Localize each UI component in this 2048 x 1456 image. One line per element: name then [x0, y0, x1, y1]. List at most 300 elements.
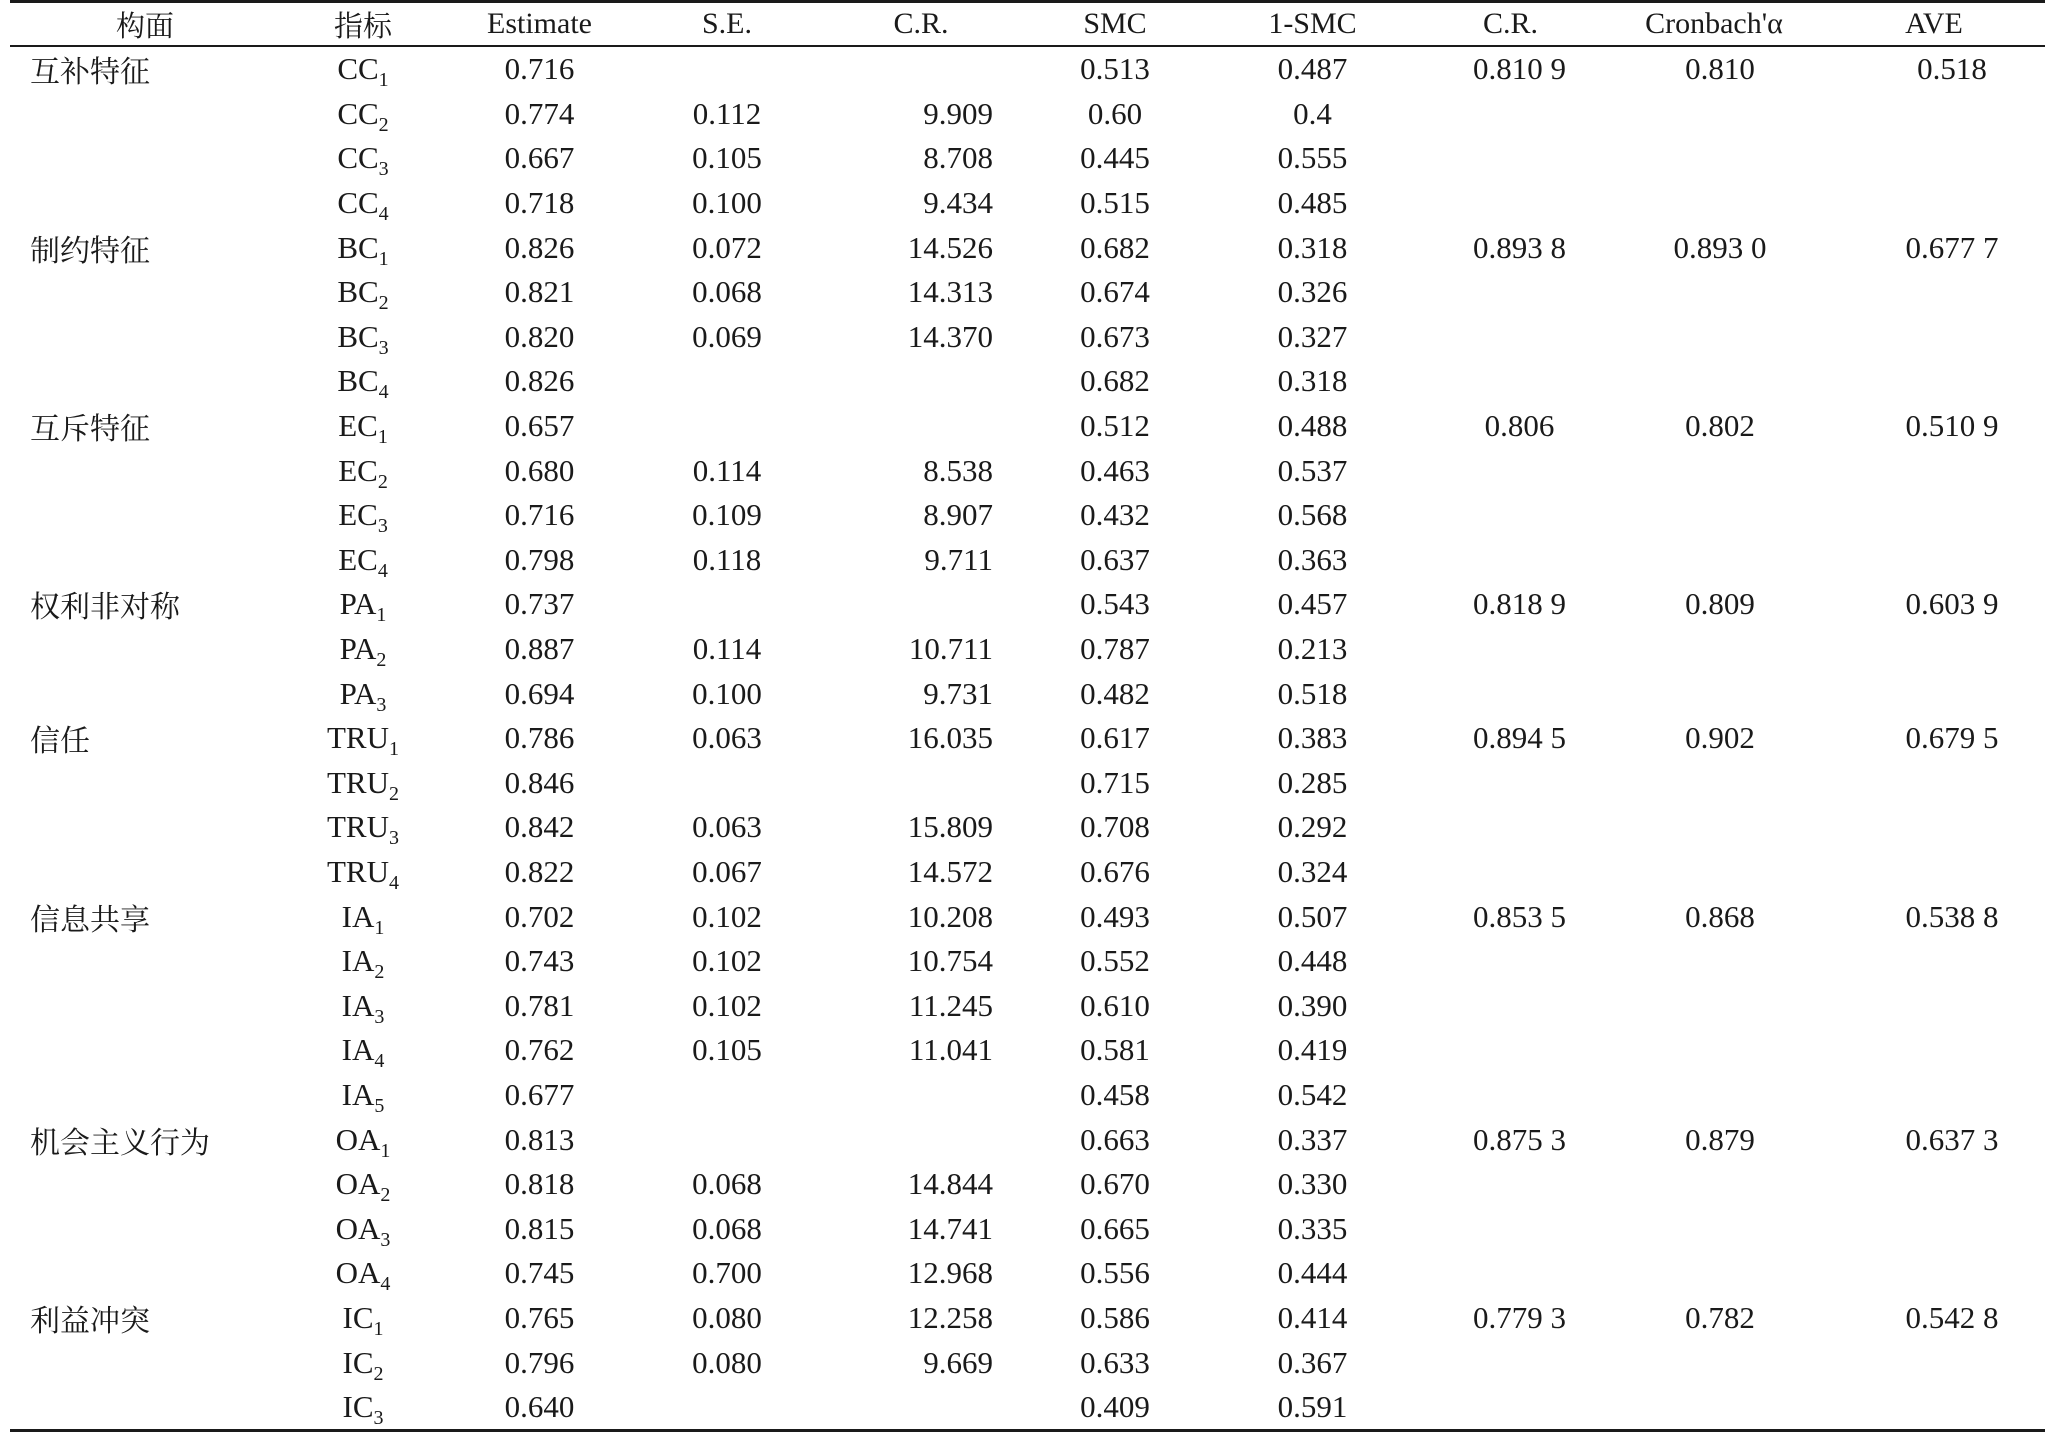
ave-cell: 0.677 7	[1905, 229, 1999, 265]
indicator-subscript: 4	[389, 871, 399, 894]
smc-cell: 0.787	[1080, 631, 1150, 667]
facet-cell	[10, 359, 280, 404]
table-row	[10, 1162, 2045, 1207]
indicator-cell	[280, 761, 446, 806]
se-cell: 0.063	[692, 809, 762, 845]
composite-reliability-cell	[1416, 1385, 1605, 1431]
estimate-cell: 0.716	[504, 51, 575, 87]
cr-cell	[821, 404, 1021, 449]
indicator-cell	[280, 1162, 446, 1207]
estimate-cell: 0.887	[504, 631, 575, 667]
composite-reliability-cell: 0.779 3	[1473, 1299, 1566, 1335]
indicator-subscript: 2	[374, 961, 385, 984]
cronbach-alpha-cell	[1605, 538, 1823, 583]
smc-cell: 0.515	[1080, 185, 1150, 221]
cfa-results-table	[10, 0, 2045, 1432]
facet-cell	[10, 627, 280, 672]
ave-cell	[1823, 92, 2045, 137]
smc-cell: 0.482	[1080, 675, 1150, 711]
estimate-cell: 0.657	[504, 408, 575, 444]
se-cell	[633, 761, 821, 806]
indicator-code: OA	[335, 1210, 381, 1246]
cronbach-alpha-cell	[1605, 359, 1823, 404]
one-minus-smc-cell: 0.457	[1277, 586, 1348, 622]
se-cell	[633, 1385, 821, 1431]
smc-cell: 0.670	[1080, 1166, 1150, 1202]
smc-cell: 0.617	[1080, 720, 1150, 756]
smc-cell: 0.665	[1080, 1210, 1150, 1246]
indicator-subscript: 2	[389, 782, 399, 805]
estimate-cell: 0.842	[504, 809, 575, 845]
ave-cell	[1823, 493, 2045, 538]
smc-cell: 0.663	[1080, 1121, 1150, 1157]
facet-cell: 利益冲突	[30, 1303, 150, 1339]
smc-cell: 0.556	[1080, 1255, 1150, 1291]
smc-cell: 0.715	[1080, 764, 1150, 800]
indicator-code: PA	[339, 631, 377, 667]
facet-cell	[10, 181, 280, 226]
estimate-cell: 0.781	[504, 987, 575, 1023]
estimate-cell: 0.762	[504, 1032, 575, 1068]
estimate-cell: 0.640	[504, 1389, 575, 1425]
cr-cell	[821, 1385, 1021, 1431]
header-estimate: Estimate	[487, 7, 592, 40]
cronbach-alpha-cell	[1605, 181, 1823, 226]
cronbach-alpha-cell	[1605, 1162, 1823, 1207]
ave-cell	[1823, 939, 2045, 984]
indicator-subscript: 3	[374, 1005, 385, 1028]
table-container	[10, 0, 2045, 1432]
one-minus-smc-cell: 0.488	[1277, 408, 1348, 444]
indicator-cell	[280, 404, 446, 449]
estimate-cell: 0.813	[504, 1121, 575, 1157]
one-minus-smc-cell: 0.367	[1277, 1344, 1348, 1380]
smc-cell: 0.633	[1080, 1344, 1150, 1380]
table-body	[10, 46, 2045, 1431]
ave-cell	[1823, 181, 2045, 226]
one-minus-smc-cell: 0.335	[1277, 1210, 1348, 1246]
table-row	[10, 493, 2045, 538]
cronbach-alpha-cell	[1605, 315, 1823, 360]
composite-reliability-cell	[1416, 939, 1605, 984]
cr-cell: 14.526	[907, 229, 993, 265]
facet-cell	[10, 983, 280, 1028]
indicator-subscript: 4	[374, 1050, 385, 1073]
cr-cell: 14.370	[907, 318, 993, 354]
indicator-subscript: 3	[389, 827, 399, 850]
estimate-cell: 0.694	[504, 675, 575, 711]
ave-cell	[1823, 1162, 2045, 1207]
indicator-cell	[280, 850, 446, 895]
facet-cell	[10, 448, 280, 493]
se-cell: 0.100	[692, 675, 762, 711]
table-row	[10, 850, 2045, 895]
header-ave: AVE	[1905, 7, 1963, 40]
one-minus-smc-cell: 0.292	[1277, 809, 1348, 845]
facet-cell	[10, 92, 280, 137]
ave-cell	[1823, 538, 2045, 583]
table-row	[10, 939, 2045, 984]
cr-cell: 8.708	[923, 140, 993, 176]
cr-cell: 8.907	[923, 497, 993, 533]
indicator-subscript: 2	[378, 113, 389, 136]
facet-cell: 制约特征	[30, 233, 150, 269]
indicator-subscript: 1	[376, 604, 387, 627]
composite-reliability-cell	[1416, 850, 1605, 895]
table-row	[10, 894, 2045, 939]
table-row	[10, 1251, 2045, 1296]
one-minus-smc-cell: 0.485	[1277, 185, 1348, 221]
indicator-subscript: 1	[374, 916, 385, 939]
cr-cell: 12.258	[907, 1299, 993, 1335]
composite-reliability-cell	[1416, 538, 1605, 583]
indicator-subscript: 1	[378, 69, 389, 92]
cr-cell: 10.711	[908, 631, 993, 667]
indicator-subscript: 2	[376, 649, 387, 672]
smc-cell: 0.512	[1080, 408, 1150, 444]
one-minus-smc-cell: 0.383	[1277, 720, 1348, 756]
estimate-cell: 0.667	[504, 140, 575, 176]
indicator-cell	[280, 671, 446, 716]
table-row	[10, 359, 2045, 404]
smc-cell: 0.682	[1080, 363, 1150, 399]
indicator-cell	[280, 894, 446, 939]
table-row	[10, 671, 2045, 716]
composite-reliability-cell	[1416, 761, 1605, 806]
indicator-cell	[280, 1117, 446, 1162]
cr-cell: 14.313	[907, 274, 993, 310]
indicator-subscript: 3	[378, 158, 389, 181]
one-minus-smc-cell: 0.363	[1277, 541, 1348, 577]
smc-cell: 0.586	[1080, 1299, 1150, 1335]
table-row	[10, 1206, 2045, 1251]
table-row	[10, 582, 2045, 627]
header-cr: C.R.	[893, 7, 949, 40]
cronbach-alpha-cell	[1605, 671, 1823, 716]
table-row	[10, 716, 2045, 761]
smc-cell: 0.552	[1080, 943, 1150, 979]
indicator-subscript: 1	[373, 1317, 384, 1340]
indicator-subscript: 1	[389, 738, 399, 761]
cr-cell: 9.731	[923, 675, 993, 711]
cronbach-alpha-cell	[1605, 1385, 1823, 1431]
table-header	[10, 2, 2045, 47]
composite-reliability-cell	[1416, 805, 1605, 850]
ave-cell	[1823, 270, 2045, 315]
ave-cell	[1823, 359, 2045, 404]
composite-reliability-cell	[1416, 983, 1605, 1028]
estimate-cell: 0.716	[504, 497, 575, 533]
indicator-subscript: 2	[380, 1184, 391, 1207]
ave-cell	[1823, 850, 2045, 895]
estimate-cell: 0.846	[504, 764, 575, 800]
cr-cell: 9.909	[923, 95, 993, 131]
one-minus-smc-cell: 0.555	[1277, 140, 1348, 176]
se-cell: 0.118	[692, 541, 762, 577]
ave-cell	[1823, 136, 2045, 181]
cr-cell	[821, 46, 1021, 92]
indicator-code: CC	[337, 140, 379, 176]
indicator-subscript: 4	[377, 559, 388, 582]
cr-cell: 11.041	[908, 1032, 993, 1068]
se-cell: 0.102	[692, 898, 762, 934]
se-cell: 0.063	[692, 720, 762, 756]
ave-cell	[1823, 671, 2045, 716]
se-cell: 0.105	[692, 1032, 762, 1068]
indicator-subscript: 3	[377, 515, 388, 538]
indicator-cell	[280, 46, 446, 92]
composite-reliability-cell	[1416, 1028, 1605, 1073]
se-cell	[633, 1073, 821, 1118]
cronbach-alpha-cell: 0.802	[1685, 408, 1755, 444]
cronbach-alpha-cell	[1605, 627, 1823, 672]
composite-reliability-cell	[1416, 181, 1605, 226]
one-minus-smc-cell: 0.414	[1277, 1299, 1348, 1335]
facet-cell	[10, 1206, 280, 1251]
table-row	[10, 225, 2045, 270]
table-row	[10, 1073, 2045, 1118]
cr-cell: 8.538	[923, 452, 993, 488]
facet-cell	[10, 850, 280, 895]
indicator-cell	[280, 805, 446, 850]
composite-reliability-cell	[1416, 627, 1605, 672]
cronbach-alpha-cell	[1605, 92, 1823, 137]
estimate-cell: 0.820	[504, 318, 575, 354]
one-minus-smc-cell: 0.444	[1277, 1255, 1348, 1291]
estimate-cell: 0.745	[504, 1255, 575, 1291]
se-cell: 0.112	[692, 95, 762, 131]
one-minus-smc-cell: 0.4	[1293, 95, 1332, 131]
indicator-code: IA	[341, 1076, 375, 1112]
estimate-cell: 0.718	[504, 185, 575, 221]
cronbach-alpha-cell	[1605, 1340, 1823, 1385]
one-minus-smc-cell: 0.285	[1277, 764, 1348, 800]
indicator-cell	[280, 270, 446, 315]
indicator-subscript: 3	[373, 1407, 384, 1430]
indicator-cell	[280, 181, 446, 226]
se-cell: 0.114	[692, 631, 762, 667]
indicator-cell	[280, 1073, 446, 1118]
ave-cell	[1823, 627, 2045, 672]
indicator-code: EC	[338, 541, 378, 577]
indicator-cell	[280, 939, 446, 984]
ave-cell: 0.538 8	[1905, 898, 1999, 934]
table-row	[10, 1385, 2045, 1431]
indicator-subscript: 5	[374, 1094, 385, 1117]
composite-reliability-cell	[1416, 1340, 1605, 1385]
smc-cell: 0.458	[1080, 1076, 1150, 1112]
header-one-minus-smc: 1-SMC	[1268, 7, 1357, 40]
table-row	[10, 761, 2045, 806]
composite-reliability-cell	[1416, 1251, 1605, 1296]
indicator-cell	[280, 716, 446, 761]
ave-cell	[1823, 805, 2045, 850]
se-cell: 0.109	[692, 497, 762, 533]
indicator-subscript: 1	[378, 247, 389, 270]
cronbach-alpha-cell	[1605, 805, 1823, 850]
facet-cell	[10, 761, 280, 806]
smc-cell: 0.513	[1080, 51, 1150, 87]
facet-cell	[10, 1162, 280, 1207]
cronbach-alpha-cell	[1605, 136, 1823, 181]
indicator-code: CC	[337, 185, 379, 221]
estimate-cell: 0.737	[504, 586, 575, 622]
ave-cell	[1823, 1028, 2045, 1073]
ave-cell	[1823, 1251, 2045, 1296]
se-cell: 0.102	[692, 943, 762, 979]
estimate-cell: 0.826	[504, 229, 575, 265]
indicator-subscript: 4	[378, 203, 389, 226]
smc-cell: 0.676	[1080, 853, 1150, 889]
composite-reliability-cell	[1416, 270, 1605, 315]
indicator-code: TRU	[327, 853, 389, 889]
indicator-code: CC	[337, 95, 379, 131]
cr-cell: 14.844	[907, 1166, 993, 1202]
ave-cell	[1823, 983, 2045, 1028]
composite-reliability-cell	[1416, 136, 1605, 181]
indicator-code: EC	[338, 497, 378, 533]
cr-cell: 14.741	[907, 1210, 993, 1246]
facet-cell	[10, 1340, 280, 1385]
table-row	[10, 46, 2045, 92]
table-row	[10, 92, 2045, 137]
cr-cell: 16.035	[907, 720, 993, 756]
header-facet: 构面	[115, 8, 174, 43]
facet-cell: 互补特征	[30, 55, 150, 91]
smc-cell: 0.637	[1080, 541, 1150, 577]
indicator-code: CC	[337, 51, 379, 87]
one-minus-smc-cell: 0.213	[1277, 631, 1348, 667]
ave-cell	[1823, 1385, 2045, 1431]
composite-reliability-cell	[1416, 448, 1605, 493]
one-minus-smc-cell: 0.326	[1277, 274, 1348, 310]
smc-cell: 0.610	[1080, 987, 1150, 1023]
facet-cell: 信任	[30, 724, 90, 760]
cronbach-alpha-cell: 0.893 0	[1673, 229, 1767, 265]
ave-cell: 0.679 5	[1905, 720, 1999, 756]
ave-cell: 0.518	[1917, 51, 1987, 87]
composite-reliability-cell: 0.875 3	[1473, 1121, 1566, 1157]
indicator-code: BC	[337, 318, 379, 354]
estimate-cell: 0.821	[504, 274, 575, 310]
one-minus-smc-cell: 0.390	[1277, 987, 1348, 1023]
one-minus-smc-cell: 0.337	[1277, 1121, 1348, 1157]
indicator-cell	[280, 983, 446, 1028]
facet-cell	[10, 1028, 280, 1073]
indicator-cell	[280, 1340, 446, 1385]
facet-cell: 机会主义行为	[30, 1125, 210, 1161]
composite-reliability-cell	[1416, 359, 1605, 404]
indicator-code: EC	[338, 452, 378, 488]
estimate-cell: 0.798	[504, 541, 575, 577]
facet-cell: 权利非对称	[30, 590, 180, 626]
smc-cell: 0.543	[1080, 586, 1150, 622]
se-cell	[633, 359, 821, 404]
cronbach-alpha-cell	[1605, 1206, 1823, 1251]
one-minus-smc-cell: 0.327	[1277, 318, 1348, 354]
cronbach-alpha-cell	[1605, 448, 1823, 493]
cronbach-alpha-cell	[1605, 270, 1823, 315]
cronbach-alpha-cell: 0.879	[1685, 1121, 1755, 1157]
cr-cell	[821, 761, 1021, 806]
table-row	[10, 1028, 2045, 1073]
se-cell: 0.080	[692, 1344, 762, 1380]
se-cell: 0.068	[692, 1166, 762, 1202]
composite-reliability-cell	[1416, 493, 1605, 538]
indicator-subscript: 1	[380, 1139, 391, 1162]
se-cell: 0.700	[692, 1255, 762, 1291]
estimate-cell: 0.702	[504, 898, 575, 934]
table-row	[10, 1117, 2045, 1162]
indicator-cell	[280, 627, 446, 672]
cronbach-alpha-cell	[1605, 1073, 1823, 1118]
ave-cell: 0.637 3	[1905, 1121, 1999, 1157]
cr-cell	[821, 1117, 1021, 1162]
table-row	[10, 136, 2045, 181]
facet-cell	[10, 538, 280, 583]
composite-reliability-cell	[1416, 671, 1605, 716]
composite-reliability-cell	[1416, 92, 1605, 137]
composite-reliability-cell	[1416, 1206, 1605, 1251]
facet-cell	[10, 805, 280, 850]
table-row	[10, 315, 2045, 360]
cronbach-alpha-cell	[1605, 493, 1823, 538]
se-cell: 0.072	[692, 229, 762, 265]
indicator-code: IC	[342, 1299, 374, 1335]
indicator-subscript: 2	[373, 1362, 384, 1385]
cronbach-alpha-cell: 0.782	[1685, 1299, 1755, 1335]
indicator-cell	[280, 538, 446, 583]
estimate-cell: 0.826	[504, 363, 575, 399]
one-minus-smc-cell: 0.318	[1277, 229, 1348, 265]
facet-cell	[10, 493, 280, 538]
table-row	[10, 404, 2045, 449]
cr-cell	[821, 1073, 1021, 1118]
indicator-code: IA	[341, 898, 375, 934]
facet-cell	[10, 270, 280, 315]
smc-cell: 0.682	[1080, 229, 1150, 265]
indicator-cell	[280, 1206, 446, 1251]
indicator-cell	[280, 315, 446, 360]
composite-reliability-cell	[1416, 1162, 1605, 1207]
indicator-subscript: 2	[378, 292, 389, 315]
composite-reliability-cell	[1416, 315, 1605, 360]
se-cell: 0.080	[692, 1299, 762, 1335]
estimate-cell: 0.743	[504, 943, 575, 979]
indicator-cell	[280, 582, 446, 627]
table-row	[10, 448, 2045, 493]
estimate-cell: 0.796	[504, 1344, 575, 1380]
indicator-subscript: 3	[378, 336, 389, 359]
indicator-cell	[280, 92, 446, 137]
indicator-subscript: 3	[380, 1228, 391, 1251]
cr-cell	[821, 582, 1021, 627]
estimate-cell: 0.818	[504, 1166, 575, 1202]
table-row	[10, 270, 2045, 315]
indicator-code: IA	[341, 1032, 375, 1068]
one-minus-smc-cell: 0.568	[1277, 497, 1348, 533]
indicator-cell	[280, 1251, 446, 1296]
cronbach-alpha-cell	[1605, 1028, 1823, 1073]
one-minus-smc-cell: 0.330	[1277, 1166, 1348, 1202]
cronbach-alpha-cell: 0.902	[1685, 720, 1755, 756]
composite-reliability-cell: 0.894 5	[1473, 720, 1566, 756]
estimate-cell: 0.786	[504, 720, 575, 756]
se-cell: 0.069	[692, 318, 762, 354]
table-row	[10, 1340, 2045, 1385]
indicator-cell	[280, 359, 446, 404]
ave-cell	[1823, 315, 2045, 360]
